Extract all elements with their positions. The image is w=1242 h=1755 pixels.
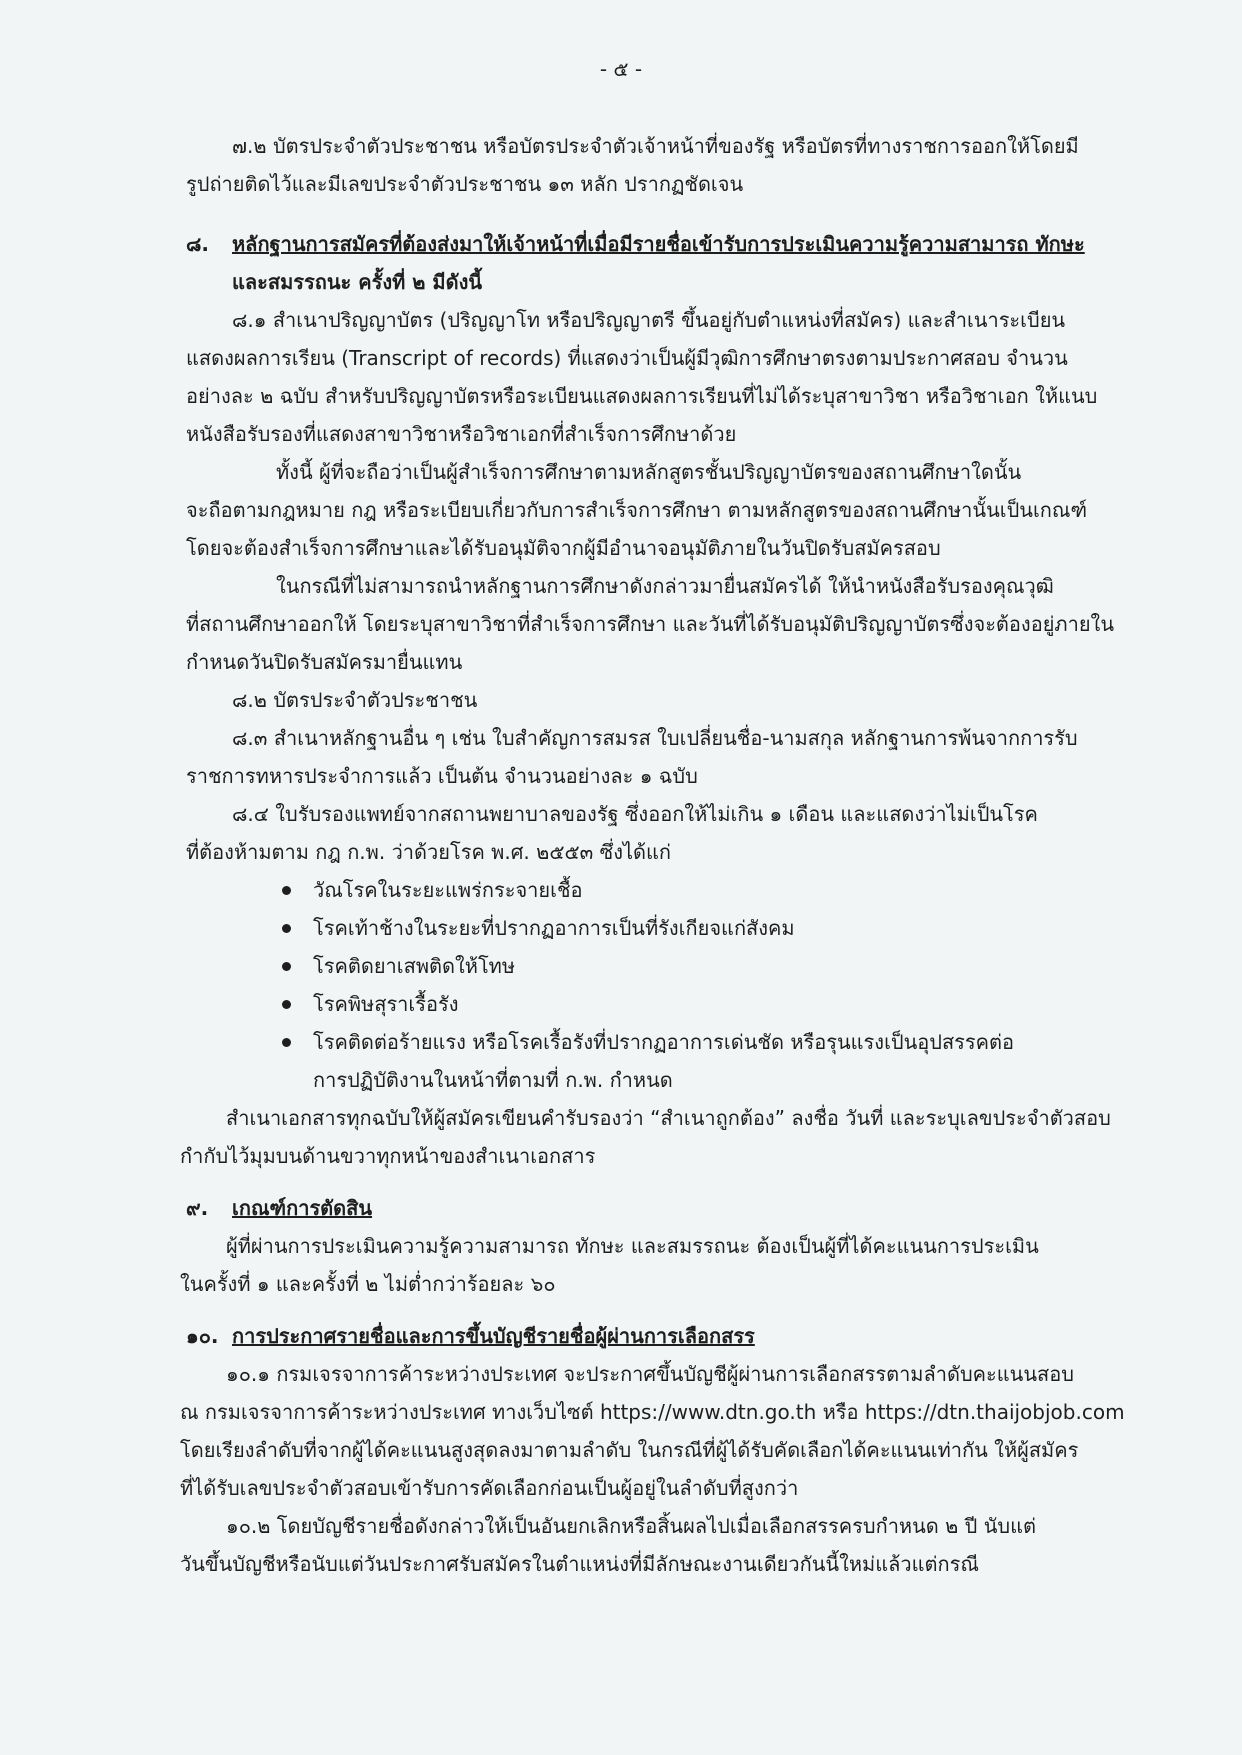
disease-text: โรคเท้าช้างในระยะที่ปรากฏอาการเป็นที่รังเกียจแก่สังคม — [313, 916, 795, 940]
section-8-title-line-2: และสมรรถนะ ครั้งที่ ๒ — [232, 270, 426, 294]
p10-2-line-2: วันขึ้นบัญชีหรือนับแต่วันประกาศรับสมัครในตำแหน่งที่มีลักษณะงานเดียวกันนี้ใหม่แล้วแต่กรณี — [180, 1552, 979, 1576]
p8-1-line-3: อย่างละ ๒ ฉบับ สำหรับปริญญาบัตรหรือระเบียนแสดงผลการเรียนที่ไม่ได้ระบุสาขาวิชา หรือวิชาเอก ให้แนบ — [186, 384, 1098, 408]
p8-4-line-1: ๘.๔ ใบรับรองแพทย์จากสถานพยาบาลของรัฐ ซึ่งออกให้ไม่เกิน ๑ เดือน และแสดงว่าไม่เป็นโรค — [232, 802, 1038, 826]
section-9-line-2: ในครั้งที่ ๑ และครั้งที่ ๒ ไม่ต่ำกว่าร้อยละ ๖๐ — [180, 1272, 556, 1296]
p8-1-line-1: ๘.๑ สำเนาปริญญาบัตร (ปริญญาโท หรือปริญญาตรี ขึ้นอยู่กับตำแหน่งที่สมัคร) และสำเนาระเบียน — [232, 308, 1066, 332]
section-8-title-tail: มีดังนี้ — [425, 270, 483, 294]
note-1-line-2: จะถือตามกฎหมาย กฎ หรือระเบียบเกี่ยวกับการสำเร็จการศึกษา ตามหลักสูตรของสถานศึกษานั้นเป็นเกณฑ์ — [186, 498, 1088, 522]
disease-text: โรคติดยาเสพติดให้โทษ — [313, 954, 516, 978]
certify-line-2: กำกับไว้มุมบนด้านขวาทุกหน้าของสำเนาเอกสาร — [180, 1144, 596, 1168]
p8-4-line-2: ที่ต้องห้ามตาม กฎ ก.พ. ว่าด้วยโรค พ.ศ. ๒๕๕๓ ซึ่งได้แก่ — [186, 840, 672, 864]
section-9-heading — [186, 1189, 1131, 1227]
note-2-line-3: กำหนดวันปิดรับสมัครมายื่นแทน — [186, 650, 463, 674]
disease-text-continued: การปฏิบัติงานในหน้าที่ตามที่ ก.พ. กำหนด — [313, 1068, 673, 1092]
disease-item — [186, 947, 1131, 985]
disease-text: โรคพิษสุราเรื้อรัง — [313, 992, 459, 1016]
document-body — [180, 127, 1131, 1583]
bullet-icon — [282, 924, 291, 933]
p10-1-line-4: ที่ได้รับเลขประจำตัวสอบเข้ารับการคัดเลือกก่อนเป็นผู้อยู่ในลำดับที่สูงกว่า — [180, 1476, 799, 1500]
bullet-icon — [282, 1038, 291, 1047]
p10-2-line-1: ๑๐.๒ โดยบัญชีรายชื่อดังกล่าวให้เป็นอันยกเลิกหรือสิ้นผลไปเมื่อเลือกสรรครบกำหนด ๒ ปี นับแต่ — [226, 1514, 1036, 1538]
disease-text: วัณโรคในระยะแพร่กระจายเชื้อ — [313, 878, 583, 902]
bullet-icon — [282, 1000, 291, 1009]
p8-2: ๘.๒ บัตรประจำตัวประชาชน — [232, 688, 478, 712]
section-8-number: ๘. — [186, 232, 210, 256]
disease-item — [186, 909, 1131, 947]
note-1-line-3: โดยจะต้องสำเร็จการศึกษาและได้รับอนุมัติจากผู้มีอำนาจอนุมัติภายในวันปิดรับสมัครสอบ — [186, 536, 941, 560]
section-8-heading — [186, 225, 1131, 263]
section-10-title: การประกาศรายชื่อและการขึ้นบัญชีรายชื่อผู้ผ่านการเลือกสรร — [232, 1324, 755, 1348]
disease-item — [186, 985, 1131, 1023]
section-10-heading — [186, 1317, 1131, 1355]
note-1-line-1: ทั้งนี้ ผู้ที่จะถือว่าเป็นผู้สำเร็จการศึกษาตามหลักสูตรชั้นปริญญาบัตรของสถานศึกษาใดนั้น — [276, 460, 1022, 484]
p8-1-line-4: หนังสือรับรองที่แสดงสาขาวิชาหรือวิชาเอกที่สำเร็จการศึกษาด้วย — [186, 422, 737, 446]
p8-1-line-2: แสดงผลการเรียน (Transcript of records) ที่แสดงว่าเป็นผู้มีวุฒิการศึกษาตรงตามประกาศสอบ จำนวน — [186, 346, 1068, 370]
section-8-title-line-1: หลักฐานการสมัครที่ต้องส่งมาให้เจ้าหน้าที่เมื่อมีรายชื่อเข้ารับการประเมินความรู้ความสามารถ ทักษะ — [232, 232, 1085, 256]
section-10-number: ๑๐. — [186, 1324, 219, 1348]
note-2-line-2: ที่สถานศึกษาออกให้ โดยระบุสาขาวิชาที่สำเร็จการศึกษา และวันที่ได้รับอนุมัติปริญญาบัตรซึ่งจะต้องอยู่ภายใน — [186, 612, 1114, 636]
section-9-line-1: ผู้ที่ผ่านการประเมินความรู้ความสามารถ ทักษะ และสมรรถนะ ต้องเป็นผู้ที่ได้คะแนนการประเมิน — [226, 1234, 1039, 1258]
disease-text: โรคติดต่อร้ายแรง หรือโรคเรื้อรังที่ปรากฏอาการเด่นชัด หรือรุนแรงเป็นอุปสรรคต่อ — [313, 1030, 1015, 1054]
section-9-number: ๙. — [186, 1196, 209, 1220]
section-8-heading-line-2 — [186, 263, 1131, 301]
section-9-title: เกณฑ์การตัดสิน — [232, 1196, 373, 1220]
disease-item — [186, 1023, 1131, 1099]
p10-1-line-3: โดยเรียงลำดับที่จากผู้ได้คะแนนสูงสุดลงมาตามลำดับ ในกรณีที่ผู้ได้รับคัดเลือกได้คะแนนเท่ากัน ให้ผู้สมัคร — [180, 1438, 1079, 1462]
disease-list — [186, 871, 1131, 1099]
note-2-line-1: ในกรณีที่ไม่สามารถนำหลักฐานการศึกษาดังกล่าวมายื่นสมัครได้ ให้นำหนังสือรับรองคุณวุฒิ — [276, 574, 1054, 598]
section-7-2-line-2: รูปถ่ายติดไว้และมีเลขประจำตัวประชาชน ๑๓ หลัก ปรากฏชัดเจน — [186, 172, 744, 196]
section-7-2-line-1: ๗.๒ บัตรประจำตัวประชาชน หรือบัตรประจำตัวเจ้าหน้าที่ของรัฐ หรือบัตรที่ทางราชการออกให้โดยมี — [232, 134, 1079, 158]
certify-line-1: สำเนาเอกสารทุกฉบับให้ผู้สมัครเขียนคำรับรองว่า “สำเนาถูกต้อง” ลงชื่อ วันที่ และระบุเลขประจำตัวสอบ — [226, 1106, 1111, 1130]
disease-item — [186, 871, 1131, 909]
p10-1-line-1: ๑๐.๑ กรมเจรจาการค้าระหว่างประเทศ จะประกาศขึ้นบัญชีผู้ผ่านการเลือกสรรตามลำดับคะแนนสอบ — [226, 1362, 1074, 1386]
bullet-icon — [282, 962, 291, 971]
bullet-icon — [282, 886, 291, 895]
p8-3-line-1: ๘.๓ สำเนาหลักฐานอื่น ๆ เช่น ใบสำคัญการสมรส ใบเปลี่ยนชื่อ-นามสกุล หลักฐานการพ้นจากการรับ — [232, 726, 1078, 750]
p10-1-line-2: ณ กรมเจรจาการค้าระหว่างประเทศ ทางเว็บไซต์ https://www.dtn.go.th หรือ https://dtn.thaijobjob.com — [180, 1400, 1125, 1424]
page-number: - ๕ - — [599, 57, 643, 81]
p8-3-line-2: ราชการทหารประจำการแล้ว เป็นต้น จำนวนอย่างละ ๑ ฉบับ — [186, 764, 698, 788]
